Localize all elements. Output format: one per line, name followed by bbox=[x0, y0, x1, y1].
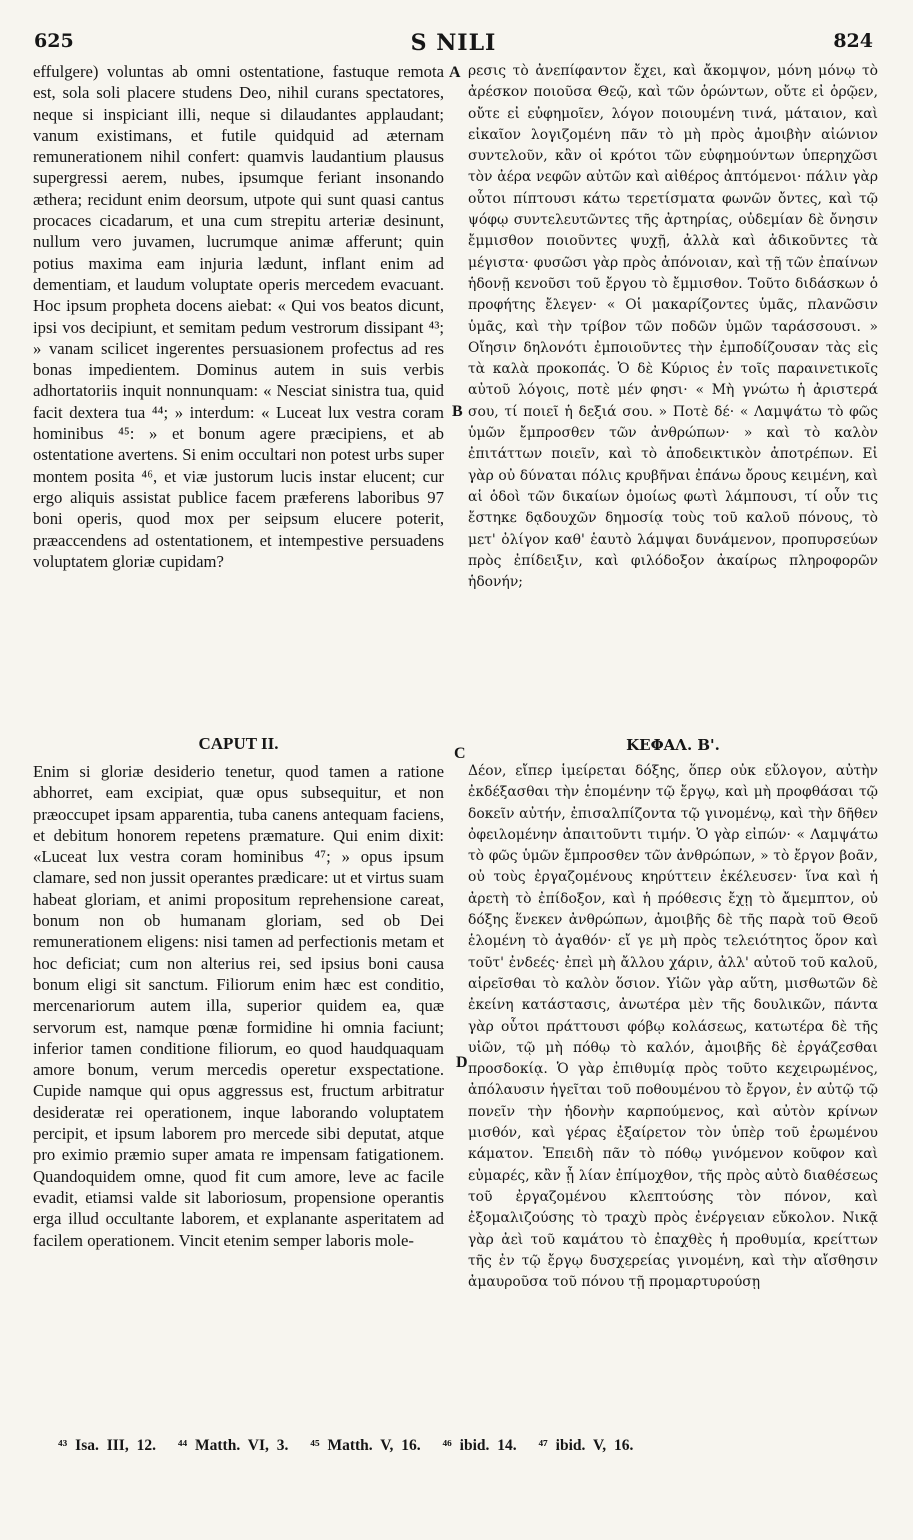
running-header bbox=[34, 30, 873, 58]
latin-column-lower: Enim si gloriæ desiderio tenetur, quod tamen a ratione abhorret, eam excipiat, quæ opus subsequitur, et non præoccupet ipsam apparentia, tuba canens antequam faciens, et debitum honorem repetens præmature. Qui enim dixit: «Luceat lux vestra coram hominibus ⁴⁷; » opus ipsum clamare, sed non jussit operantes prædicare: ut et virtus suam habeat gloriam, et animi propositum reprehensione careat, bonum non ob humanam gloriam, sed ob Dei remunerationem eligens: nisi tamen ad perfectionis metam et hoc deficiat; cum non alterius rei, sed ipsius boni causa bonum eligi sit sanctum. Filiorum enim hæc est conditio, mercenariorum autem illa, superior quidem ea, quæ servorum est, namque pœnæ formidine hi omnia faciunt; inferior tamen conditione filiorum, eo quod haudquaquam amore bonum, verum mercedis operetur exspectatione. Cupide namque qui opus aggressus est, fructum arbitratur desideratæ rei operationem, inque laborando voluptatem percipit, et ipsum laborem pro mercede sibi deputat, atque pro eximio præmio super amata re impensam fatigationem. Quandoquidem omne, quod fit cum amore, leve ac facile evadit, etiamsi valde sit laboriosum, propensione operantis erga illud occultante laborem, et explanante asperitatem ad facilem operationem. Vincit etenim semper laboris mole- bbox=[33, 762, 444, 1250]
latin-column-upper: effulgere) voluntas ab omni ostentatione, fastuque remota est, sola soli placere studens Deo, nihil curans spectatores, neque si inspiciant illi, neque si dilaudantes applaudant; vanum existimans, et futile quidquid ad æternam remunerationem nihil confert: quamvis laudantium plausus supergressi aerem, nubes, ipsumque feriant insonando æthera; recidunt enim deorsum, utpote qui sunt quasi cantus procaces cicadarum, et una cum strepitu arteriæ desinunt, nullum vero juvamen, lucrumque animæ afferunt; quin potius maxima eam injuria lædunt, inflant enim ad dementiam, et laudum voluptate operis mercedem evacuant. Hoc ipsum propheta docens aiebat: « Qui vos beatos dicunt, ipsi vos decipiunt, et semitam pedum vestrorum dissipant ⁴³; » vanam scilicet ingerentes persuasionem profectus ad res bonas impedientem. Dominus autem in suis verbis adhortatoriis inquit nonnunquam: « Nesciat sinistra tua, quid facit dextera tua ⁴⁴; » interdum: « Luceat lux vestra coram hominibus ⁴⁵: » et bonum agere præcipiens, et ab ostentatione avertens. Si enim occultari non potest urbs super montem posita ⁴⁶, et viæ justorum lucis instar elucent; cur ergo aliquis assistat publice facem præferens laboribus 97 boni operis, quod mox per seipsum elucere poterit, præaccendens ad ostentationem, et intempestive persuadens voluptatem gloriæ cupidam? bbox=[33, 62, 444, 571]
greek-chapter-heading: ΚΕΦΑΛ. Β'. bbox=[626, 736, 720, 754]
page-number-left: 625 bbox=[34, 30, 74, 52]
footnote: ⁴⁷ ibid. V, 16. bbox=[538, 1437, 634, 1454]
greek-column-lower: Δέον, εἴπερ ἱμείρεται δόξης, ὅπερ οὐκ εὔλογον, αὐτὴν ἐκδέξασθαι τὴν ἑπομένην τῷ ἔργῳ, καὶ μὴ προφθάσαι τῷ δοκεῖν αὐτήν, ἐπισαλπίζοντα τῷ γινομένῳ, καὶ τὴν δῆθεν ὀφειλομένην ἀπαιτοῦντι τιμήν. Ὁ γὰρ εἰπών· « Λαμψάτω τὸ φῶς ὑμῶν ἔμπροσθεν τῶν ἀνθρώπων, » τὸ ἔργον βοᾶν, οὐ τοὺς ἐργαζομένους κηρύττειν ἐκέλευσεν· ἵνα καὶ ἡ ἀρετὴ τὸ ἐπίδοξον, καὶ ἡ πρόθεσις ἔχῃ τὸ ἄμεμπτον, οὐ δόξης ἕνεκεν ἀνθρώπων, ἀμοιβῆς δὲ τῆς παρὰ τοῦ Θεοῦ ἑλομένη τὸ ἀγαθόν· εἴ γε μὴ πρὸς τελειότητος ὅρον καὶ τοῦτ' ἐνδεές· ἐπεὶ μὴ ἄλλου χάριν, ἀλλ' αὐτοῦ τοῦ καλοῦ, αἱρεῖσθαι τὸ καλὸν ὅσιον. Υἱῶν γὰρ αὕτη, μισθωτῶν δὲ ἐκείνη κατάστασις, ἀνωτέρα μὲν τῆς δουλικῶν, πάντα γὰρ οὗτοι πράττουσι φόβῳ κολάσεως, κατωτέρα δὲ τῆς υἱῶν, τῷ μὴ πόθῳ τὸ καλόν, ἀμοιβῆς δὲ ἐργάζεσθαι προσδοκίᾳ. Ὁ γὰρ ἐπιθυμίᾳ πρὸς τοῦτο κεχειρωμένος, ἀπόλαυσιν ἡγεῖται τοῦ ποθουμένου τὸ ἔργον, ἐν αὐτῷ τῷ πονεῖν τὴν ἡδονὴν καρπούμενος, καὶ αὐτὸν κρίνων μισθόν, καὶ γέρας ἐξαίρετον τὸν ὑπὲρ τοῦ ἐρωμένου κάματον. Ἐπειδὴ πᾶν τὸ πόθῳ γινόμενον κοῦφον καὶ εὐμαρές, κἂν ᾖ λίαν ἐπίμοχθον, τῆς πρὸς αὐτὸ διαθέσεως τοῦ ἐργαζομένου κλεπτούσης τὸν πόνον, καὶ ἐξομαλιζούσης τὸ τραχὺ πρὸς ἐνέργειαν εὔκολον. Νικᾷ γὰρ ἀεὶ τοῦ καμάτου τὸ ἐπαχθὲς ἡ προθυμία, κρείττων τῆς ἐν τῷ ἔργῳ δυσχερείας γινομένη, καὶ τὴν αἴσθησιν ἀμαυροῦσα τοῦ πόνου τῇ προμαρτυρούσῃ bbox=[468, 763, 878, 1291]
margin-marker-d: D bbox=[456, 1054, 468, 1071]
footnotes bbox=[58, 1437, 873, 1455]
running-title: S NILI bbox=[410, 30, 497, 56]
latin-chapter-heading: CAPUT II. bbox=[198, 734, 279, 753]
footnote: ⁴⁵ Matth. V, 16. bbox=[310, 1437, 421, 1454]
greek-column-upper: ρεσις τὸ ἀνεπίφαντον ἔχει, καὶ ἄκομψον, μόνη μόνῳ τὸ ἀρέσκον ποιοῦσα Θεῷ, καὶ τῶν ὁρώντων, οὔτε εἰ ὁρῷεν, οὔτε εἰ εὐφημοῖεν, λόγον ποιουμένη τινά, μάταιον, καὶ εἰκαῖον λογιζομένη πᾶν τὸ μὴ πρὸς ἀμοιβὴν αἰώνιον συντελοῦν, κἂν οἱ κρότοι τῶν εὐφημούντων ὑπερηχῶσι τὸν ἀέρα νεφῶν αὐτῶν καὶ αἰθέρος ἀπτόμενοι· πάλιν γὰρ οὗτοι πίπτουσι κάτω τερετίσματα φωνῶν ὄντες, καὶ τῷ ψόφῳ συντελευτῶντες τῆς ἀρτηρίας, οὐδεμίαν δὲ ὄνησιν ἔμμισθον ποιοῦντες ψυχῇ, ἀλλὰ καὶ ἀδικοῦντες τὰ μέγιστα· φυσῶσι γὰρ πρὸς ἀπόνοιαν, καὶ τῇ τῶν ἐπαίνων ἡδονῇ κενοῦσι τοῦ ἔργου τὸ ἔμμισθον. Τοῦτο διδάσκων ὁ προφήτης ἔλεγεν· « Οἱ μακαρίζοντες ὑμᾶς, πλανῶσιν ὑμᾶς, καὶ τὴν τρίβον τῶν ποδῶν ὑμῶν ταράσσουσι. » Οἴησιν δηλονότι ἐμποιοῦντες τὴν ἐμποδίζουσαν τὰς εἰς τὰ καλὰ προκοπάς. Ὁ δὲ Κύριος ἐν τοῖς παραινετικοῖς αὐτοῦ λόγοις, ποτὲ μέν φησι· « Μὴ γνώτω ἡ ἀριστερά σου, τί ποιεῖ ἡ δεξιά σου. » Ποτὲ δέ· « Λαμψάτω τὸ φῶς ὑμῶν ἔμπροσθεν τῶν ἀνθρώπων· » καὶ τὸ καλὸν ἐπιτάττων ποιεῖν, καὶ τὸ ἀποδεικτικὸν ἀποτρέπων. Εἰ γὰρ οὐ δύναται πόλις κρυβῆναι ἐπάνω ὄρους κειμένη, καὶ αἱ ὁδοὶ τῶν δικαίων ὁμοίως φωτὶ λάμπουσι, τί οὖν τις ἔστηκε δᾳδουχῶν δημοσίᾳ τοὺς τοῦ καλοῦ πόνους, τὸ μετ' ὀλίγον καθ' ἑαυτὸ λάμψαι δυνάμενον, προπυρσεύων πρὸς ἐπίδειξιν, καὶ φιλόδοξον ἀκαίρως πληροφορῶν ἡδονήν; bbox=[468, 63, 878, 591]
margin-marker-a: A bbox=[449, 64, 461, 81]
footnote: ⁴³ Isa. III, 12. bbox=[58, 1437, 156, 1454]
margin-marker-b: B bbox=[452, 403, 463, 420]
page-number-right: 824 bbox=[833, 30, 873, 52]
margin-marker-c: C bbox=[454, 745, 466, 762]
footnote: ⁴⁴ Matth. VI, 3. bbox=[177, 1437, 289, 1454]
footnote: ⁴⁶ ibid. 14. bbox=[442, 1437, 517, 1454]
